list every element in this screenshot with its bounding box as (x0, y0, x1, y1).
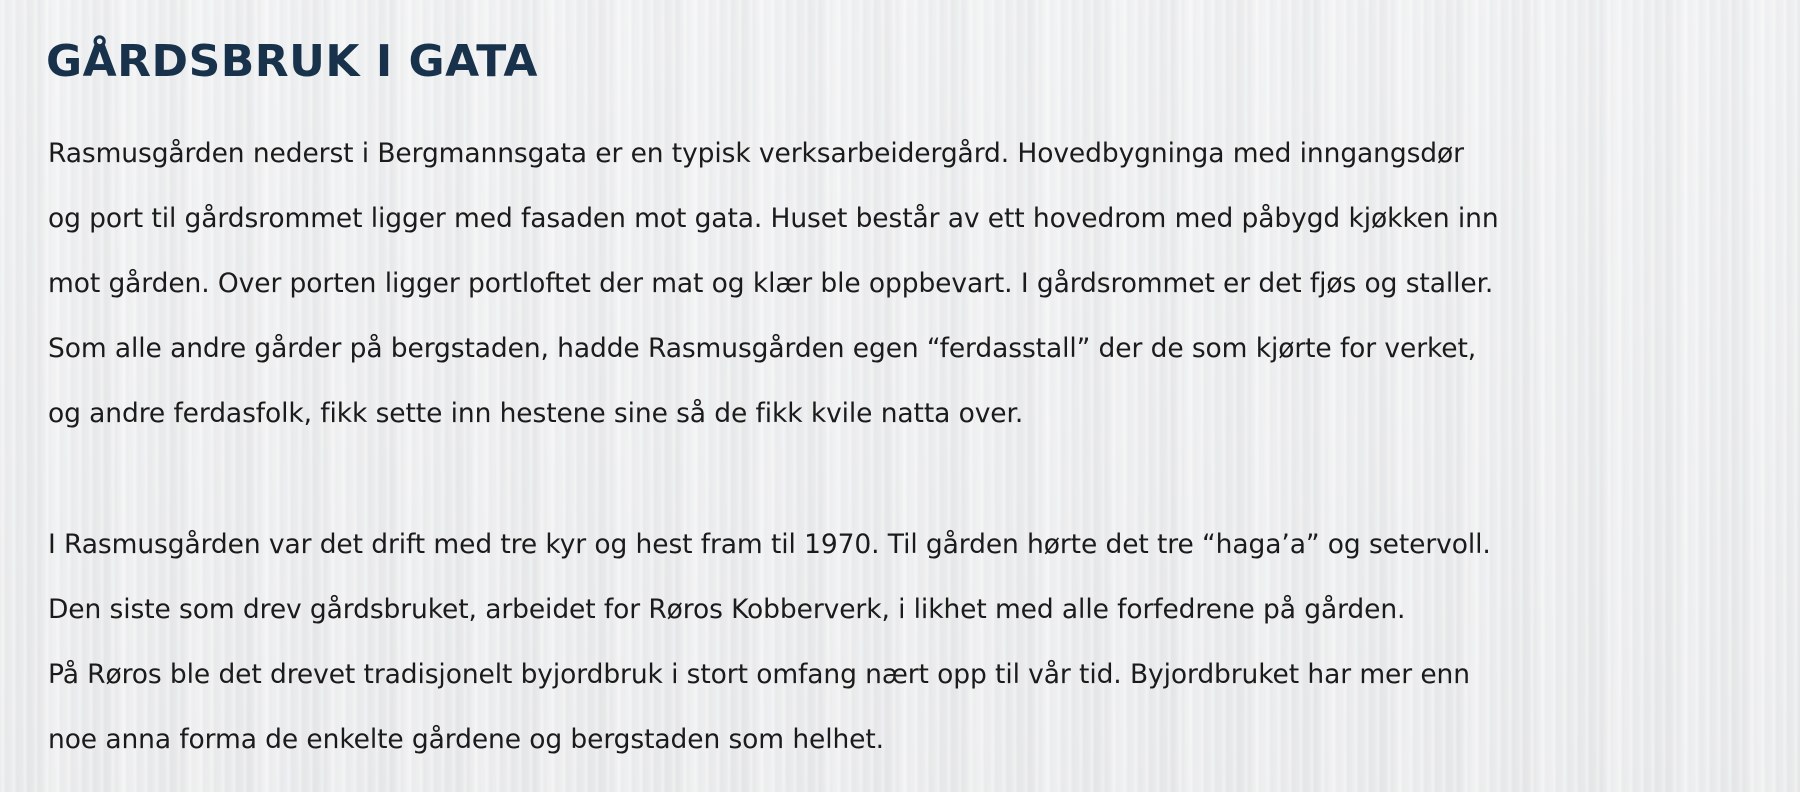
text-line: Rasmusgården nederst i Bergmannsgata er en typisk verksarbeidergård. Hovedbygninga med inngangsdør (48, 138, 1464, 169)
text-line: mot gården. Over porten ligger portloftet der mat og klær ble oppbevart. I gårdsrommet er det fjøs og staller. (48, 268, 1494, 299)
text-line: noe anna forma de enkelte gårdene og bergstaden som helhet. (48, 724, 884, 755)
sign-title: GÅRDSBRUK I GATA (46, 36, 538, 87)
text-line: På Røros ble det drevet tradisjonelt byjordbruk i stort omfang nært opp til vår tid. Byjordbruket har mer enn (48, 659, 1470, 690)
text-line: og andre ferdasfolk, fikk sette inn hestene sine så de fikk kvile natta over. (48, 398, 1024, 429)
text-line: I Rasmusgården var det drift med tre kyr og hest fram til 1970. Til gården hørte det tre “haga’a” og setervoll. (48, 529, 1491, 560)
text-line: og port til gårdsrommet ligger med fasaden mot gata. Huset består av ett hovedrom med påbygd kjøkken inn (48, 203, 1499, 234)
text-line: Den siste som drev gårdsbruket, arbeidet for Røros Kobberverk, i likhet med alle forfedrene på gården. (48, 594, 1406, 625)
paragraph-1 (48, 121, 1499, 446)
text-line: Som alle andre gårder på bergstaden, hadde Rasmusgården egen “ferdasstall” der de som kjørte for verket, (48, 333, 1477, 364)
paragraph-2 (48, 512, 1491, 772)
